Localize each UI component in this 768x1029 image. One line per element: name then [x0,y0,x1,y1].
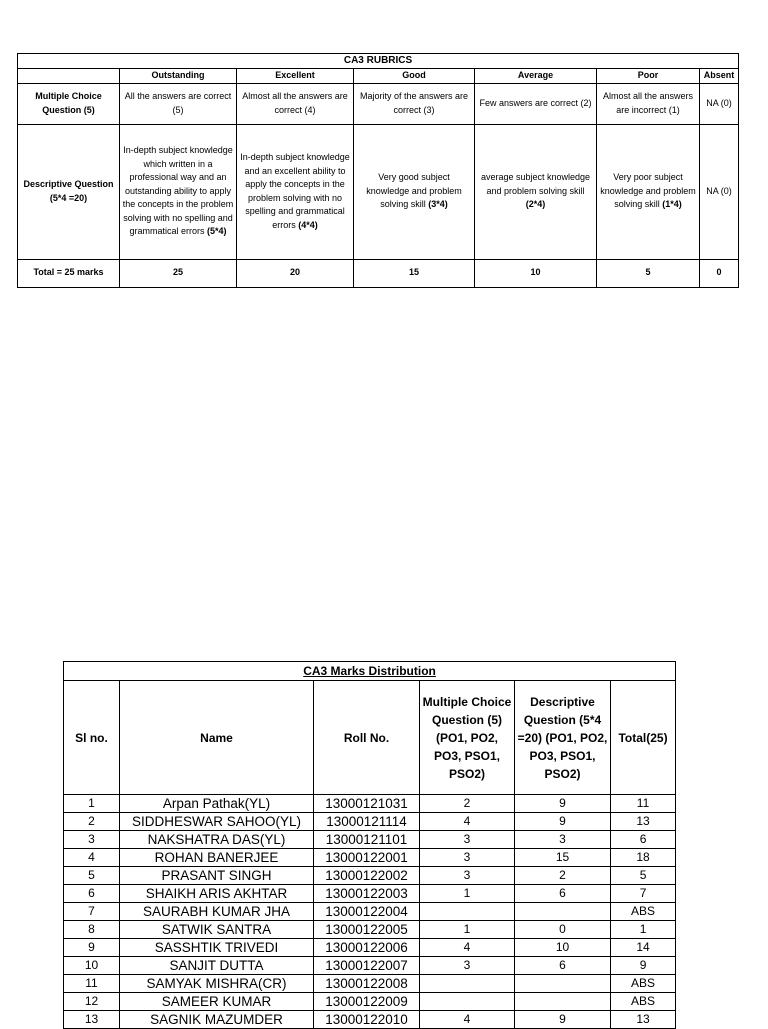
table-row [64,813,676,831]
table-row [64,921,676,939]
table-row [64,885,676,903]
sl-cell: 5 [64,867,120,885]
sl-cell: 13 [64,1011,120,1029]
rubrics-total-cell: 20 [237,259,354,287]
table-row [64,795,676,813]
rubrics-col-outstanding: Outstanding [120,69,237,84]
table-row [64,867,676,885]
student-name-cell: SIDDHESWAR SAHOO(YL) [120,813,314,831]
rubrics-col-poor: Poor [597,69,700,84]
total-score-cell: 18 [611,849,676,867]
rubrics-total-label: Total = 25 marks [18,259,120,287]
mcq-score-cell: 3 [420,867,515,885]
rubrics-header-row [18,69,739,84]
sl-cell: 2 [64,813,120,831]
sl-cell: 9 [64,939,120,957]
rubrics-title: CA3 RUBRICS [18,54,739,69]
marks-header-name: Name [120,681,314,795]
rubrics-mcq-cell: All the answers are correct (5) [120,83,237,124]
descriptive-score-cell: 10 [515,939,611,957]
roll-number-cell: 13000122006 [314,939,420,957]
table-row [64,939,676,957]
descriptive-score-cell: 9 [515,813,611,831]
sl-cell: 10 [64,957,120,975]
table-row [64,957,676,975]
total-score-cell: ABS [611,993,676,1011]
mcq-score-cell [420,975,515,993]
roll-number-cell: 13000122002 [314,867,420,885]
rubrics-descriptive-cell: NA (0) [700,124,739,259]
descriptive-score-cell: 3 [515,831,611,849]
student-name-cell: SASSHTIK TRIVEDI [120,939,314,957]
sl-cell: 7 [64,903,120,921]
mcq-score-cell: 2 [420,795,515,813]
table-row [64,1011,676,1029]
student-name-cell: ROHAN BANERJEE [120,849,314,867]
rubrics-total-cell: 0 [700,259,739,287]
marks-header-mcq: Multiple Choice Question (5) (PO1, PO2, PO3, PSO1, PSO2) [420,681,515,795]
student-name-cell: NAKSHATRA DAS(YL) [120,831,314,849]
roll-number-cell: 13000122008 [314,975,420,993]
rubrics-mcq-cell: NA (0) [700,83,739,124]
rubrics-descriptive-cell: In-depth subject knowledge which written in a professional way and an outstanding ability to apply the concepts in the problem solving with no spelling and grammatical errors (5*4) [120,124,237,259]
sl-cell: 1 [64,795,120,813]
mcq-score-cell: 4 [420,939,515,957]
marks-header-row [64,681,676,795]
roll-number-cell: 13000122003 [314,885,420,903]
sl-cell: 12 [64,993,120,1011]
descriptive-score-cell: 15 [515,849,611,867]
mcq-score-cell: 1 [420,885,515,903]
roll-number-cell: 13000122005 [314,921,420,939]
descriptive-score-cell [515,903,611,921]
descriptive-score-cell: 9 [515,1011,611,1029]
total-score-cell: 1 [611,921,676,939]
student-name-cell: SAMEER KUMAR [120,993,314,1011]
rubrics-descriptive-row [18,124,739,259]
rubrics-mcq-cell: Almost all the answers are correct (4) [237,83,354,124]
rubrics-col-absent: Absent [700,69,739,84]
mcq-score-cell [420,903,515,921]
rubrics-mcq-cell: Few answers are correct (2) [475,83,597,124]
sl-cell: 8 [64,921,120,939]
rubrics-descriptive-cell: Very poor subject knowledge and problem solving skill (1*4) [597,124,700,259]
marks-table [63,661,676,1029]
student-name-cell: SAURABH KUMAR JHA [120,903,314,921]
mcq-score-cell: 3 [420,957,515,975]
rubrics-mcq-label: Multiple Choice Question (5) [18,83,120,124]
rubrics-total-cell: 10 [475,259,597,287]
rubrics-table [17,53,739,288]
table-row [64,903,676,921]
roll-number-cell: 13000121101 [314,831,420,849]
student-name-cell: SHAIKH ARIS AKHTAR [120,885,314,903]
table-row [64,975,676,993]
roll-number-cell: 13000121031 [314,795,420,813]
student-name-cell: PRASANT SINGH [120,867,314,885]
table-row [64,993,676,1011]
student-name-cell: SANJIT DUTTA [120,957,314,975]
marks-header-sl: Sl no. [64,681,120,795]
rubrics-descriptive-cell: average subject knowledge and problem solving skill (2*4) [475,124,597,259]
rubrics-total-cell: 5 [597,259,700,287]
marks-header-roll: Roll No. [314,681,420,795]
rubrics-col-good: Good [354,69,475,84]
descriptive-score-cell: 6 [515,885,611,903]
rubrics-col-excellent: Excellent [237,69,354,84]
rubrics-descriptive-cell: Very good subject knowledge and problem solving skill (3*4) [354,124,475,259]
table-row [64,831,676,849]
sl-cell: 4 [64,849,120,867]
descriptive-score-cell: 0 [515,921,611,939]
total-score-cell: 6 [611,831,676,849]
total-score-cell: 7 [611,885,676,903]
descriptive-score-cell: 6 [515,957,611,975]
mcq-score-cell: 3 [420,849,515,867]
descriptive-score-cell: 9 [515,795,611,813]
total-score-cell: ABS [611,975,676,993]
student-name-cell: Arpan Pathak(YL) [120,795,314,813]
descriptive-score-cell [515,993,611,1011]
mcq-score-cell [420,993,515,1011]
mcq-score-cell: 4 [420,1011,515,1029]
total-score-cell: 13 [611,1011,676,1029]
descriptive-score-cell [515,975,611,993]
rubrics-col-average: Average [475,69,597,84]
rubrics-descriptive-cell: In-depth subject knowledge and an excellent ability to apply the concepts in the problem solving with no spelling and grammatical errors (4*4) [237,124,354,259]
mcq-score-cell: 3 [420,831,515,849]
roll-number-cell: 13000122010 [314,1011,420,1029]
rubrics-mcq-cell: Almost all the answers are incorrect (1) [597,83,700,124]
marks-header-total: Total(25) [611,681,676,795]
total-score-cell: 14 [611,939,676,957]
sl-cell: 3 [64,831,120,849]
roll-number-cell: 13000122001 [314,849,420,867]
sl-cell: 6 [64,885,120,903]
total-score-cell: 11 [611,795,676,813]
student-name-cell: SAGNIK MAZUMDER [120,1011,314,1029]
rubrics-total-cell: 25 [120,259,237,287]
rubrics-total-cell: 15 [354,259,475,287]
marks-header-descriptive: Descriptive Question (5*4 =20) (PO1, PO2, PO3, PSO1, PSO2) [515,681,611,795]
rubrics-total-row [18,259,739,287]
rubrics-descriptive-label: Descriptive Question (5*4 =20) [18,124,120,259]
sl-cell: 11 [64,975,120,993]
student-name-cell: SATWIK SANTRA [120,921,314,939]
table-row [64,849,676,867]
roll-number-cell: 13000122004 [314,903,420,921]
mcq-score-cell: 4 [420,813,515,831]
roll-number-cell: 13000122009 [314,993,420,1011]
total-score-cell: 9 [611,957,676,975]
roll-number-cell: 13000122007 [314,957,420,975]
descriptive-score-cell: 2 [515,867,611,885]
rubrics-corner-cell [18,69,120,84]
marks-title: CA3 Marks Distribution [64,662,676,681]
roll-number-cell: 13000121114 [314,813,420,831]
total-score-cell: 13 [611,813,676,831]
rubrics-mcq-cell: Majority of the answers are correct (3) [354,83,475,124]
rubrics-mcq-row [18,83,739,124]
mcq-score-cell: 1 [420,921,515,939]
student-name-cell: SAMYAK MISHRA(CR) [120,975,314,993]
total-score-cell: ABS [611,903,676,921]
total-score-cell: 5 [611,867,676,885]
